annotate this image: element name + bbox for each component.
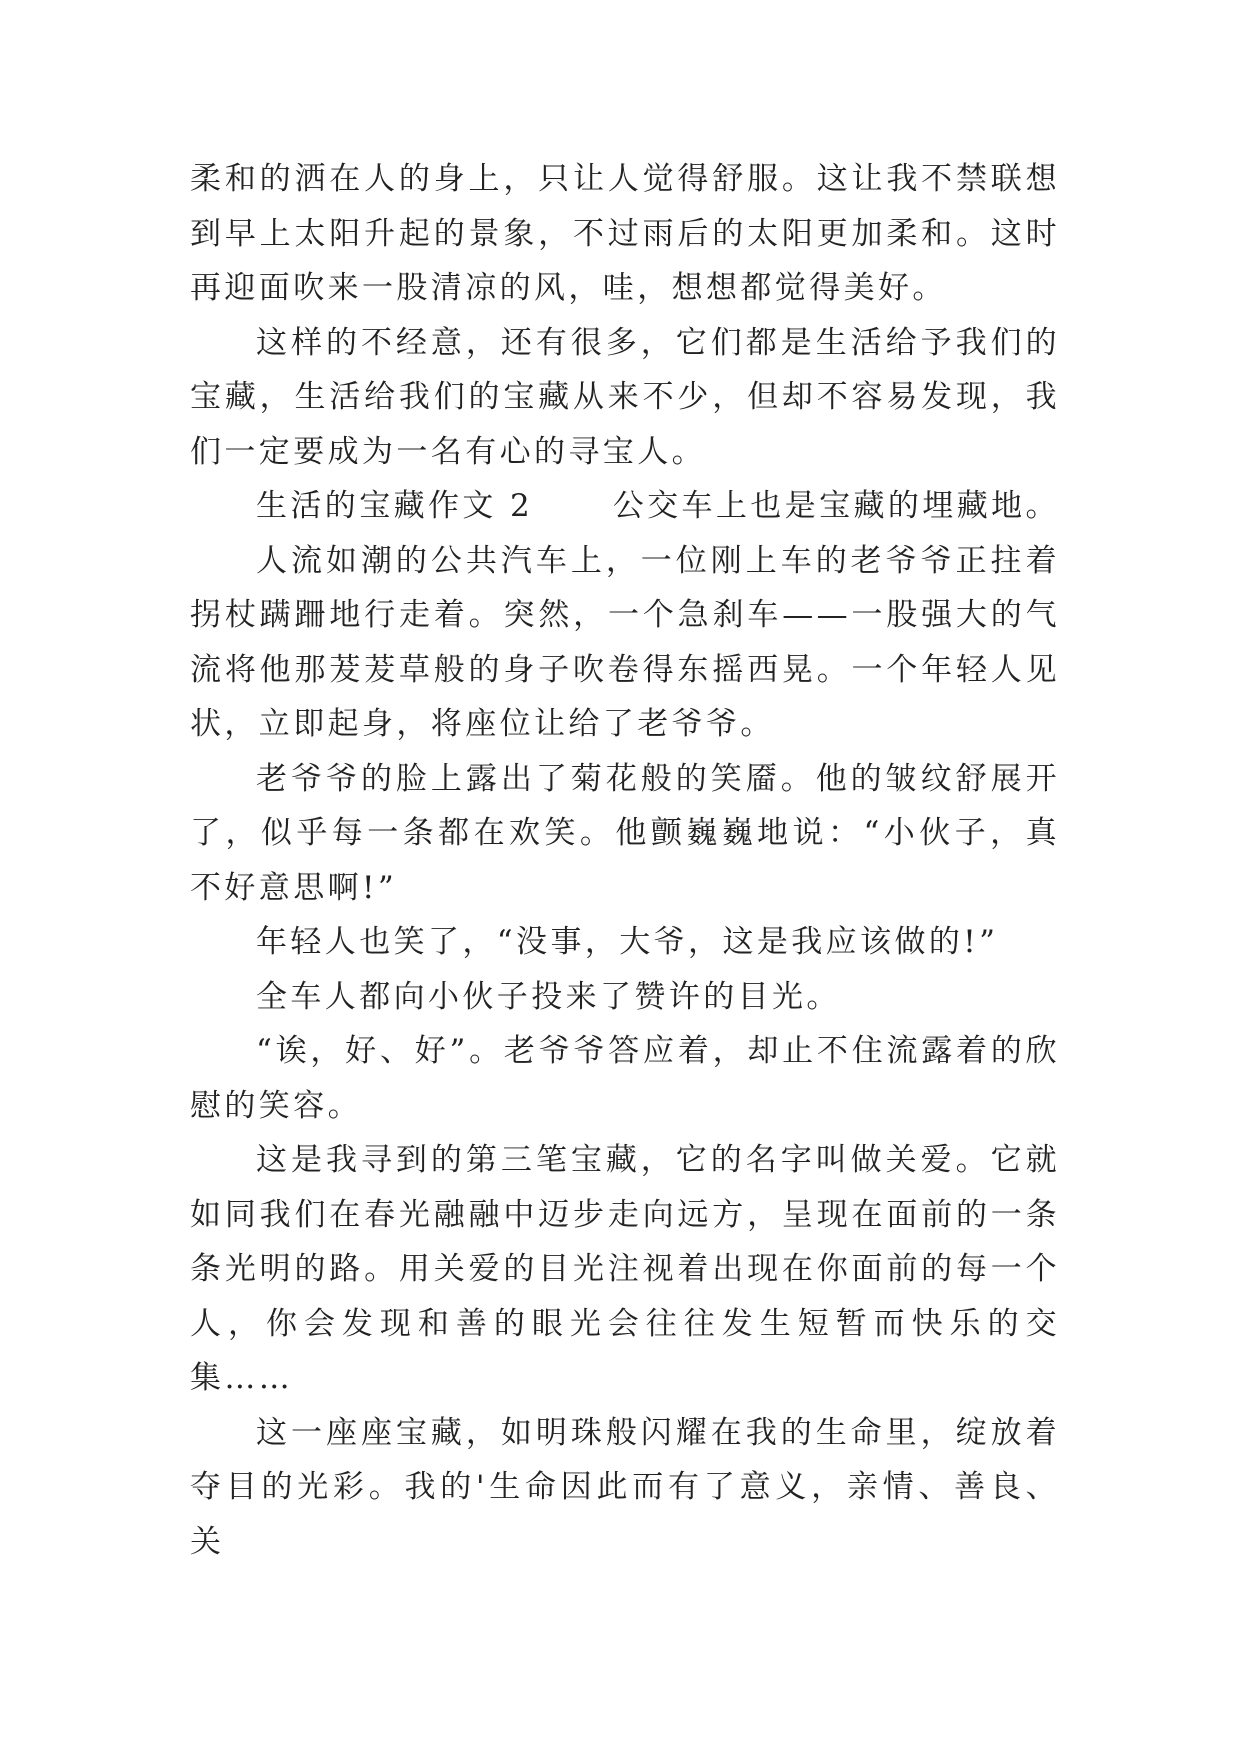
paragraph-4: 老爷爷的脸上露出了菊花般的笑靥。他的皱纹舒展开了，似乎每一条都在欢笑。他颤巍巍地说：“小伙子，真不好意思啊!” [190,760,1060,906]
paragraph-8: 这是我寻到的第三笔宝藏，它的名字叫做关爱。它就如同我们在春光融融中迈步走向远方，呈现在面前的一条条光明的路。用关爱的目光注视着出现在你面前的每一个人，你会发现和善的眼光会往往发生短暂而快乐的交集…… [190,1142,1060,1396]
paragraph-9: 这一座座宝藏，如明珠般闪耀在我的生命里，绽放着夺目的光彩。我的'生命因此而有了意义，亲情、善良、关 [190,1414,1060,1560]
paragraph-2: 这样的不经意，还有很多，它们都是生活给予我们的宝藏，生活给我们的宝藏从来不少，但却不容易发现，我们一定要成为一名有心的寻宝人。 [190,324,1060,470]
paragraph-3: 人流如潮的公共汽车上，一位刚上车的老爷爷正拄着拐杖蹒跚地行走着。突然，一个急刹车——一股强大的气流将他那茇茇草般的身子吹卷得东摇西晃。一个年轻人见状，立即起身，将座位让给了老爷爷。 [190,542,1060,742]
essay-body [190,152,1060,1569]
paragraph-5: 年轻人也笑了，“没事，大爷，这是我应该做的!” [256,924,999,960]
paragraph-6: 全车人都向小伙子投来了赞许的目光。 [256,978,841,1015]
paragraph-1: 柔和的洒在人的身上，只让人觉得舒服。这让我不禁联想到早上太阳升起的景象，不过雨后的太阳更加柔和。这时再迎面吹来一股清凉的风，哇，想想都觉得美好。 [190,161,1060,306]
essay-title-line: 生活的宝藏作文 2 公交车上也是宝藏的埋藏地。 [256,488,1060,524]
paragraph-7: “诶，好、好”。老爷爷答应着，却止不住流露着的欣慰的笑容。 [190,1033,1060,1124]
